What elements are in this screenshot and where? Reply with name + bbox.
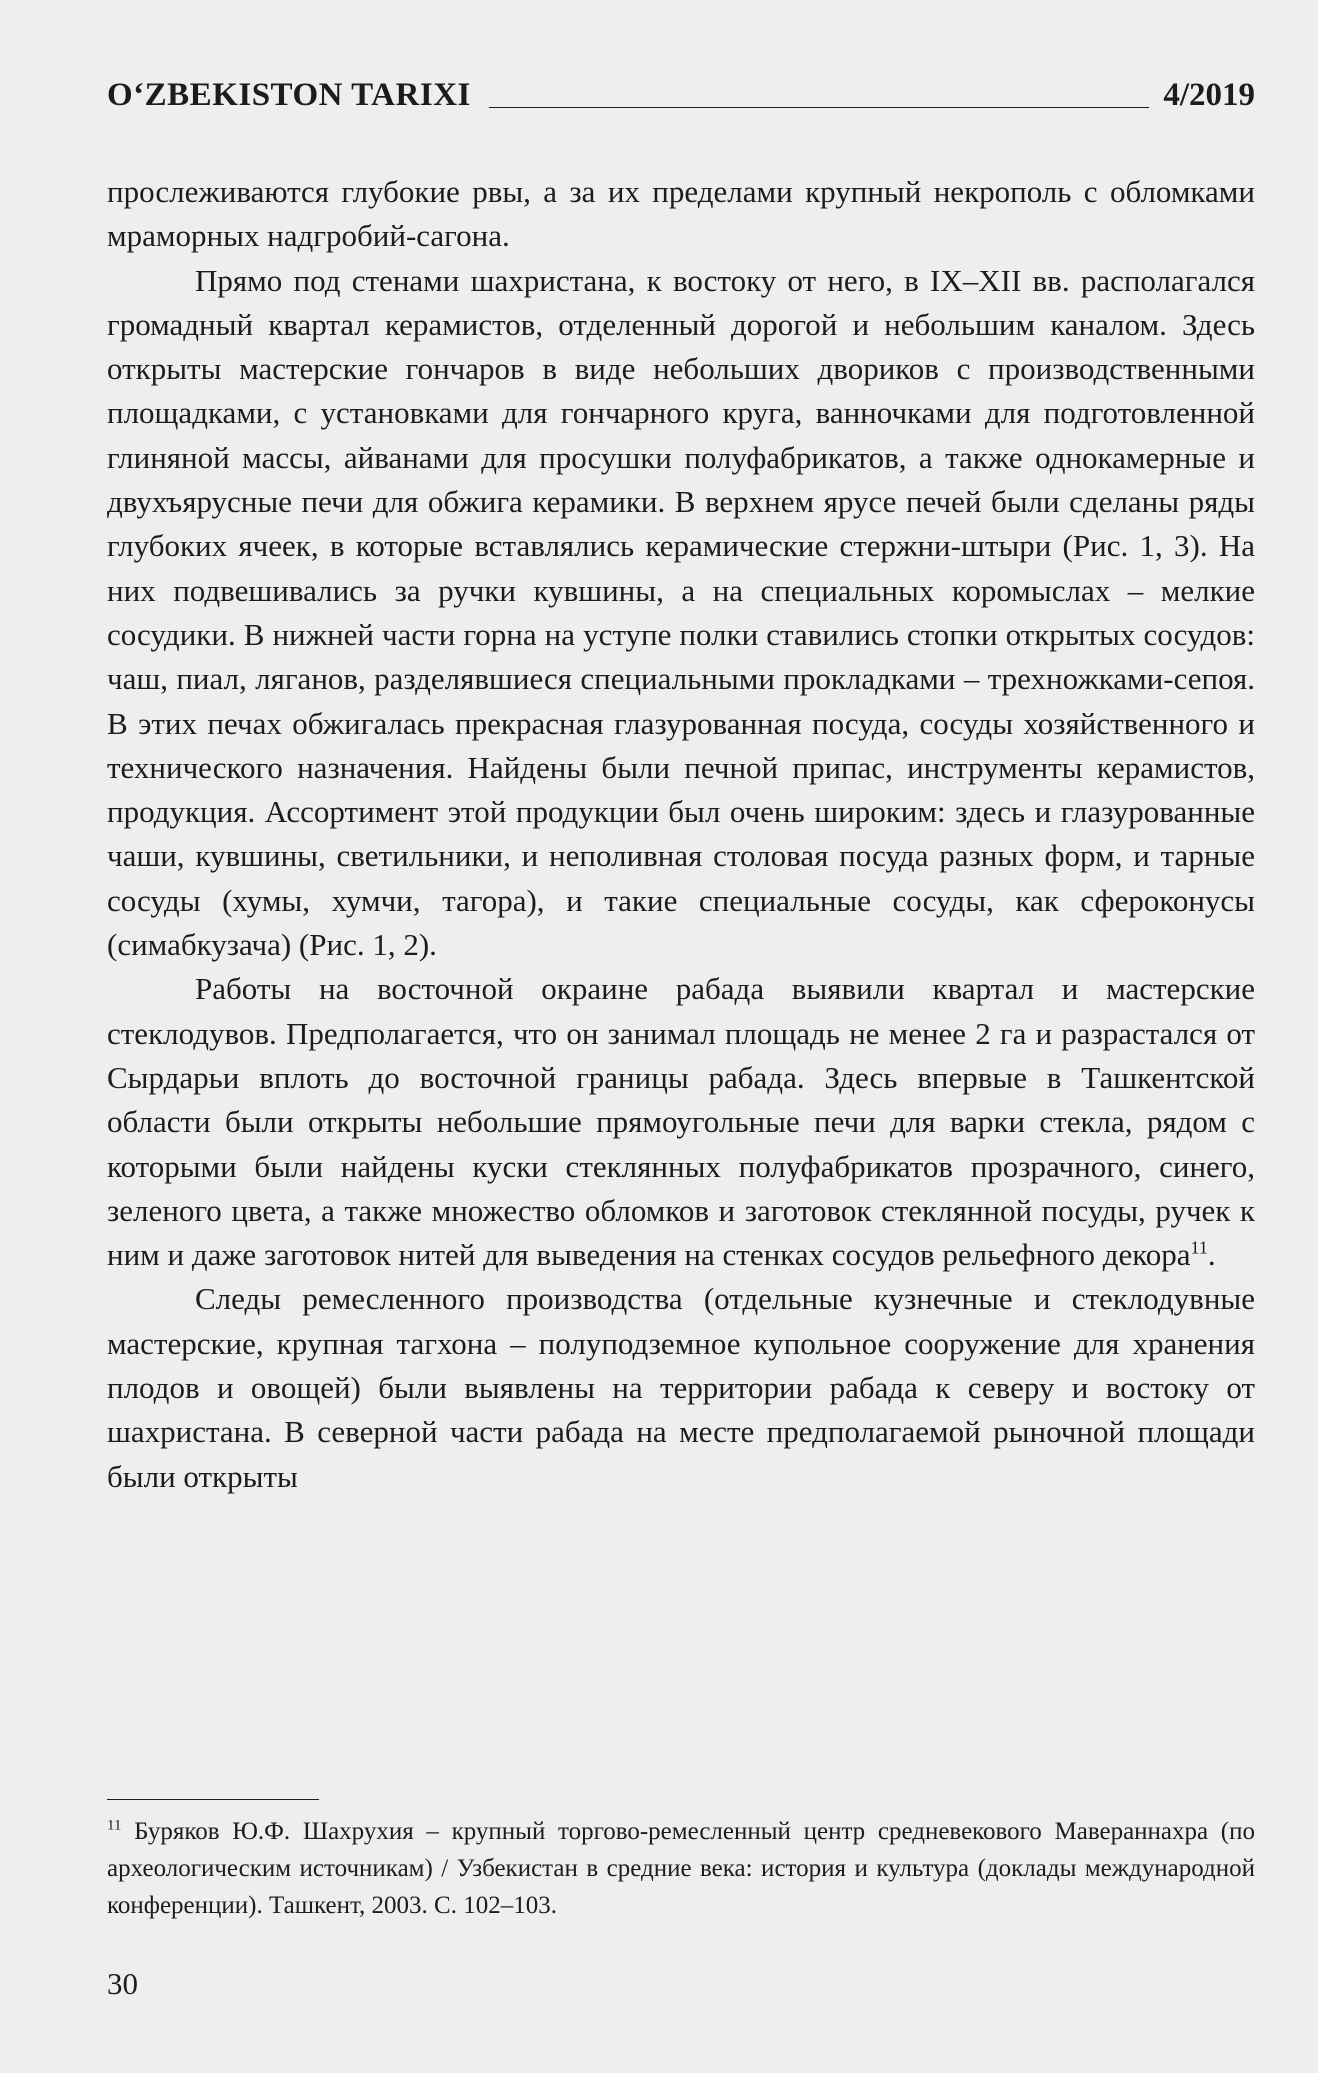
paragraph-1: прослеживаются глубокие рвы, а за их пределами крупный некрополь с обломками мраморных надгробий-сагона. — [107, 174, 1255, 254]
footnote-number: 11 — [107, 1817, 122, 1834]
header-rule — [489, 107, 1149, 108]
footnote-text: Буряков Ю.Ф. Шахрухия – крупный торгово-ремесленный центр средневекового Мавераннахра (по археологическим источникам) / Узбекистан в средние века: история и культура (доклады международной конференции). Ташкент, 2003. С. 102–103. — [107, 1818, 1255, 1919]
running-header — [107, 66, 1255, 112]
paragraph-3: Работы на восточной окраине рабада выявили квартал и мастерские стеклодувов. Предполагается, что он занимал площадь не менее 2 га и разрастался от Сырдарьи вплоть до восточной границы рабада. Здесь впервые в Ташкентской области были открыты небольшие прямоугольные печи для варки стекла, рядом с которыми были найдены куски стеклянных полуфабрикатов прозрачного, синего, зеленого цвета, а также множество обломков и заготовок стеклянной посуды, ручек к ним и даже заготовок нитей для выведения на стенках сосудов рельефного декора$^{11}$. — [107, 971, 1255, 1273]
article-body — [107, 170, 1255, 1499]
footnote — [107, 1813, 1255, 1924]
journal-title: O‘ZBEKISTON TARIXI — [107, 77, 471, 113]
footnote-separator — [107, 1799, 319, 1800]
issue-number: 4/2019 — [1163, 77, 1255, 113]
paragraph-2: Прямо под стенами шахристана, к востоку от него, в IX–XII вв. располагался громадный квартал керамистов, отделенный дорогой и небольшим каналом. Здесь открыты мастерские гончаров в виде небольших двориков с производственными площадками, с установками для гончарного круга, ванночками для подготовленной глиняной массы, айванами для просушки полуфабрикатов, а также однокамерные и двухъярусные печи для обжига керамики. В верхнем ярусе печей были сделаны ряды глубоких ячеек, в которые вставлялись керамические стержни-штыри (Рис. 1, 3). На них подвешивались за ручки кувшины, а на специальных коромыслах – мелкие сосудики. В нижней части горна на уступе полки ставились стопки открытых сосудов: чаш, пиал, ляганов, разделявшиеся специальными прокладками – трехножками-сепоя. В этих печах обжигалась прекрасная глазурованная посуда, сосуды хозяйственного и технического назначения. Найдены были печной припас, инструменты керамистов, продукция. Ассортимент этой продукции был очень широким: здесь и глазурованные чаши, кувшины, светильники, и неполивная столовая посуда разных форм, и тарные сосуды (хумы, хумчи, тагора), и такие специальные сосуды, как сфероконусы (симабкузача) (Рис. 1, 2). — [107, 262, 1255, 963]
page-number: 30 — [107, 1966, 138, 2001]
paragraph-3-text: Работы на восточной окраине рабада выявили квартал и мастерские стеклодувов. Предполагается, что он занимал площадь не менее 2 га и разрастался от Сырдарьи вплоть до восточной границы рабада. Здесь впервые в Ташкентской области были открыты небольшие прямоугольные печи для варки стекла, рядом с которыми были найдены куски стеклянных полуфабрикатов прозрачного, синего, зеленого цвета, а также множество обломков и заготовок стеклянной посуды, ручек к ним и даже заготовок нитей для выведения на стенках сосудов рельефного декора — [107, 971, 1255, 1273]
paragraph-4: Следы ремесленного производства (отдельные кузнечные и стеклодувные мастерские, крупная тагхона – полуподземное купольное сооружение для хранения плодов и овощей) были выявлены на территории рабада к северу и востоку от шахристана. В северной части рабада на месте предполагаемой рыночной площади были открыты — [107, 1281, 1255, 1494]
footnote-reference: 11 — [1190, 1237, 1208, 1258]
